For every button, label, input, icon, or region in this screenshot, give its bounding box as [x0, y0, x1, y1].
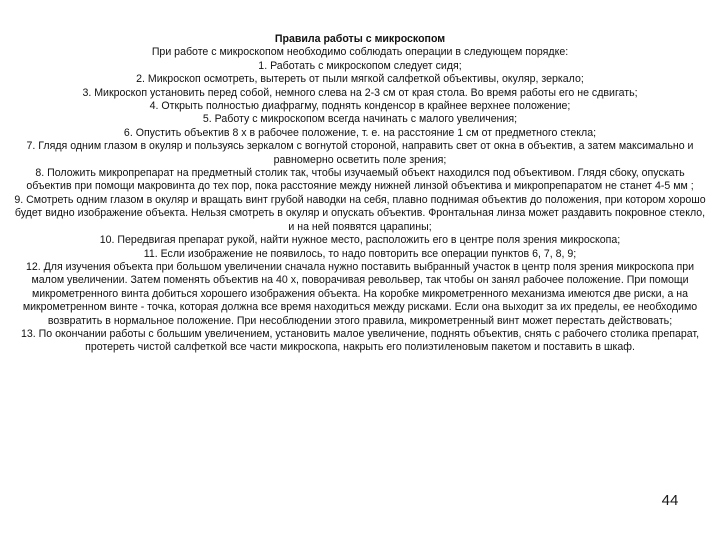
rule-item-13: 13. По окончании работы с большим увеличением, установить малое увеличение, поднять объектив, снять с рабочего столика препарат, протереть чистой салфеткой все части микроскопа, накрыть его полиэтиленовым пакетом и поставить в шкаф. — [20, 327, 700, 354]
rule-item-5: 5. Работу с микроскопом всегда начинать с малого увеличения; — [202, 113, 518, 126]
rule-item-2: 2. Микроскоп осмотреть, вытереть от пыли мягкой салфеткой объективы, окуляр, зеркало; — [136, 73, 584, 86]
rule-item-8: 8. Положить микропрепарат на предметный столик так, чтобы изучаемый объект находился под объективом. Глядя сбоку, опускать объектив при помощи макровинта до тех пор, пока расстояние между нижней линзой объектива и микропрепаратом не станет 4-5 мм ; — [26, 167, 694, 193]
rule-item-3: 3. Микроскоп установить перед собой, немного слева на 2-3 см от края стола. Во время работы его не сдвигать; — [82, 86, 638, 99]
slide-title: Правила работы с микроскопом — [274, 33, 446, 45]
page-number: 44 — [661, 492, 679, 509]
intro-text: При работе с микроскопом необходимо соблюдать операции в следующем порядке: — [151, 46, 569, 59]
rule-item-1: 1. Работать с микроскопом следует сидя; — [258, 59, 462, 72]
rule-item-4: 4. Открыть полностью диафрагму, поднять конденсор в крайнее верхнее положение; — [149, 100, 571, 113]
rule-item-7: 7. Глядя одним глазом в окуляр и пользуясь зеркалом с вогнутой стороной, направить свет от окна в объектив, а затем максимально и равномерно осветить поле зрения; — [26, 140, 694, 166]
slide-content — [14, 33, 706, 355]
rule-item-9: 9. Смотреть одним глазом в окуляр и вращать винт грубой наводки на себя, плавно поднимая объектив до положения, при котором хорошо будет видно изображение объекта. Нельзя смотреть в окуляр и опускать объектив. Фронтальная линза может раздавить покровное стекло, и на ней появятся царапины; — [14, 193, 706, 233]
rule-item-12: 12. Для изучения объекта при большом увеличении сначала нужно поставить выбранный участок в центр поля зрения микроскопа при малом увеличении. Затем поменять объектив на 40 х, поворачивая револьвер, так чтобы он занял рабочее положение. При помощи микрометренного винта добиться хорошего изображения объекта. На коробке микрометренного механизма имеются две риски, а на микрометренном винте - точка, которая должна все время находиться между рисками. Если она выходит за их пределы, ее необходимо возвратить в нормальное положение. При несоблюдении этого правила, микрометренный винт может перестать действовать; — [22, 260, 698, 327]
rule-item-10: 10. Передвигая препарат рукой, найти нужное место, расположить его в центре поля зрения микроскопа; — [99, 234, 621, 247]
rule-item-6: 6. Опустить объектив 8 х в рабочее положение, т. е. на расстояние 1 см от предметного стекла; — [123, 126, 597, 139]
rule-item-11: 11. Если изображение не появилось, то надо повторить все операции пунктов 6, 7, 8, 9; — [143, 247, 577, 260]
